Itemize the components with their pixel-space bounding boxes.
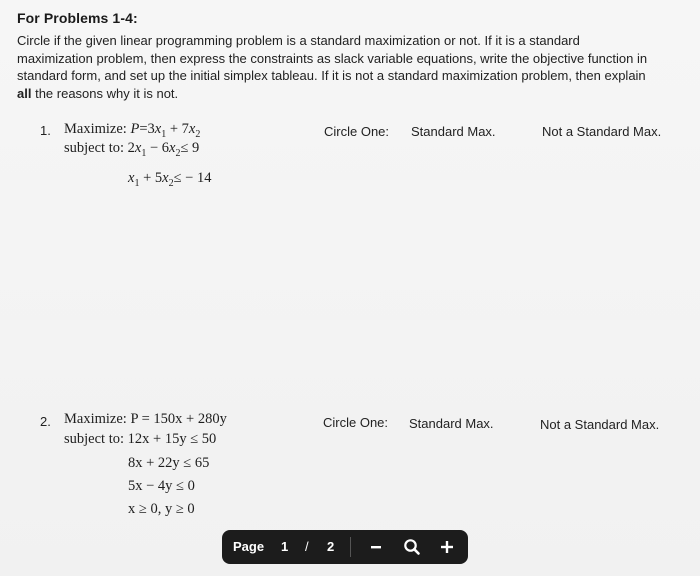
subject-to-label: subject to: <box>64 140 125 156</box>
instructions-line-1: Circle if the given linear programming problem is a standard maximization or not. If it is a standard <box>17 33 580 48</box>
instructions-line-3: standard form, and set up the initial simplex tableau. If it is not a standard maximization problem, then explain <box>17 68 646 83</box>
problem-2-circle-one-label: Circle One: <box>323 415 389 430</box>
problem-1-objective: Maximize: $P=3x_1 + 7x_2$ <box>64 121 201 140</box>
subscript: 1 <box>134 178 140 189</box>
problem-1-constraint-2: $x_1 + 5x_2\le - 14$ <box>128 170 212 189</box>
problem-1-not-standard-option: Not a Standard Max. <box>542 124 662 139</box>
page-separator: / <box>305 539 309 554</box>
var: x <box>154 121 162 137</box>
problem-2-number: 2. <box>40 414 51 429</box>
coef: 2 <box>127 140 135 156</box>
var: x <box>128 170 135 186</box>
magnifier-icon <box>399 530 425 564</box>
subject-to-label: subject to: <box>64 431 125 447</box>
total-pages: 2 <box>327 539 335 554</box>
problem-2-standard-max-option: Standard Max. <box>409 416 494 431</box>
problem-2-constraint-3: 5x − 4y ≤ 0 <box>128 478 195 494</box>
minus-icon <box>363 530 389 564</box>
page-toolbar <box>222 530 468 564</box>
relation: ≤ <box>180 140 189 156</box>
objective-function: P = 150x + 280y <box>130 411 227 427</box>
toolbar-divider <box>350 537 351 557</box>
subscript: 2 <box>195 129 201 140</box>
rhs: − 14 <box>185 170 212 186</box>
subscript: 2 <box>168 178 174 189</box>
subscript: 1 <box>161 129 167 140</box>
var: x <box>134 140 142 156</box>
instructions-line-2: maximization problem, then express the constraints as slack variable equations, write the objective function in <box>17 50 648 66</box>
objective-variable: P <box>130 121 140 137</box>
instructions-line-4-rest: the reasons why it is not. <box>31 85 179 101</box>
problem-2-not-standard-option: Not a Standard Max. <box>540 417 660 432</box>
problem-2-constraint-1 <box>64 431 216 448</box>
page-label: Page <box>233 539 265 554</box>
constraint: 12x + 15y ≤ 50 <box>127 431 217 447</box>
current-page-number[interactable]: 1 <box>281 539 289 554</box>
maximize-label: Maximize: <box>64 411 127 427</box>
var: x <box>188 121 196 137</box>
coef: 7 <box>181 121 189 137</box>
relation: ≤ <box>173 170 182 186</box>
section-heading: For Problems 1-4: <box>17 10 138 26</box>
problem-2-constraint-2: 8x + 22y ≤ 65 <box>128 455 210 471</box>
rhs: 9 <box>192 140 200 156</box>
zoom-button[interactable] <box>399 530 425 564</box>
problem-2-nonnegativity: x ≥ 0, y ≥ 0 <box>128 501 195 517</box>
problem-1-constraint-1: subject to: $2x_1 - 6x_2\le 9$ <box>64 140 200 159</box>
plus-icon <box>434 530 460 564</box>
problem-2-objective <box>64 411 227 428</box>
coef: 5 <box>154 170 163 186</box>
var: x <box>169 140 176 156</box>
coef: 3 <box>147 121 155 137</box>
problem-1-number: 1. <box>40 123 51 138</box>
subscript: 1 <box>141 148 147 159</box>
instructions-paragraph <box>17 32 687 102</box>
var: x <box>162 170 169 186</box>
emphasis-all: all <box>17 85 32 101</box>
zoom-out-button[interactable] <box>363 530 389 564</box>
coef: 6 <box>161 140 170 156</box>
problem-1-standard-max-option: Standard Max. <box>411 124 496 139</box>
maximize-label: Maximize: <box>64 121 127 137</box>
problem-1-circle-one-label: Circle One: <box>324 124 390 139</box>
subscript: 2 <box>175 148 181 159</box>
instructions-line-4 <box>17 85 687 103</box>
zoom-in-button[interactable] <box>434 530 460 564</box>
